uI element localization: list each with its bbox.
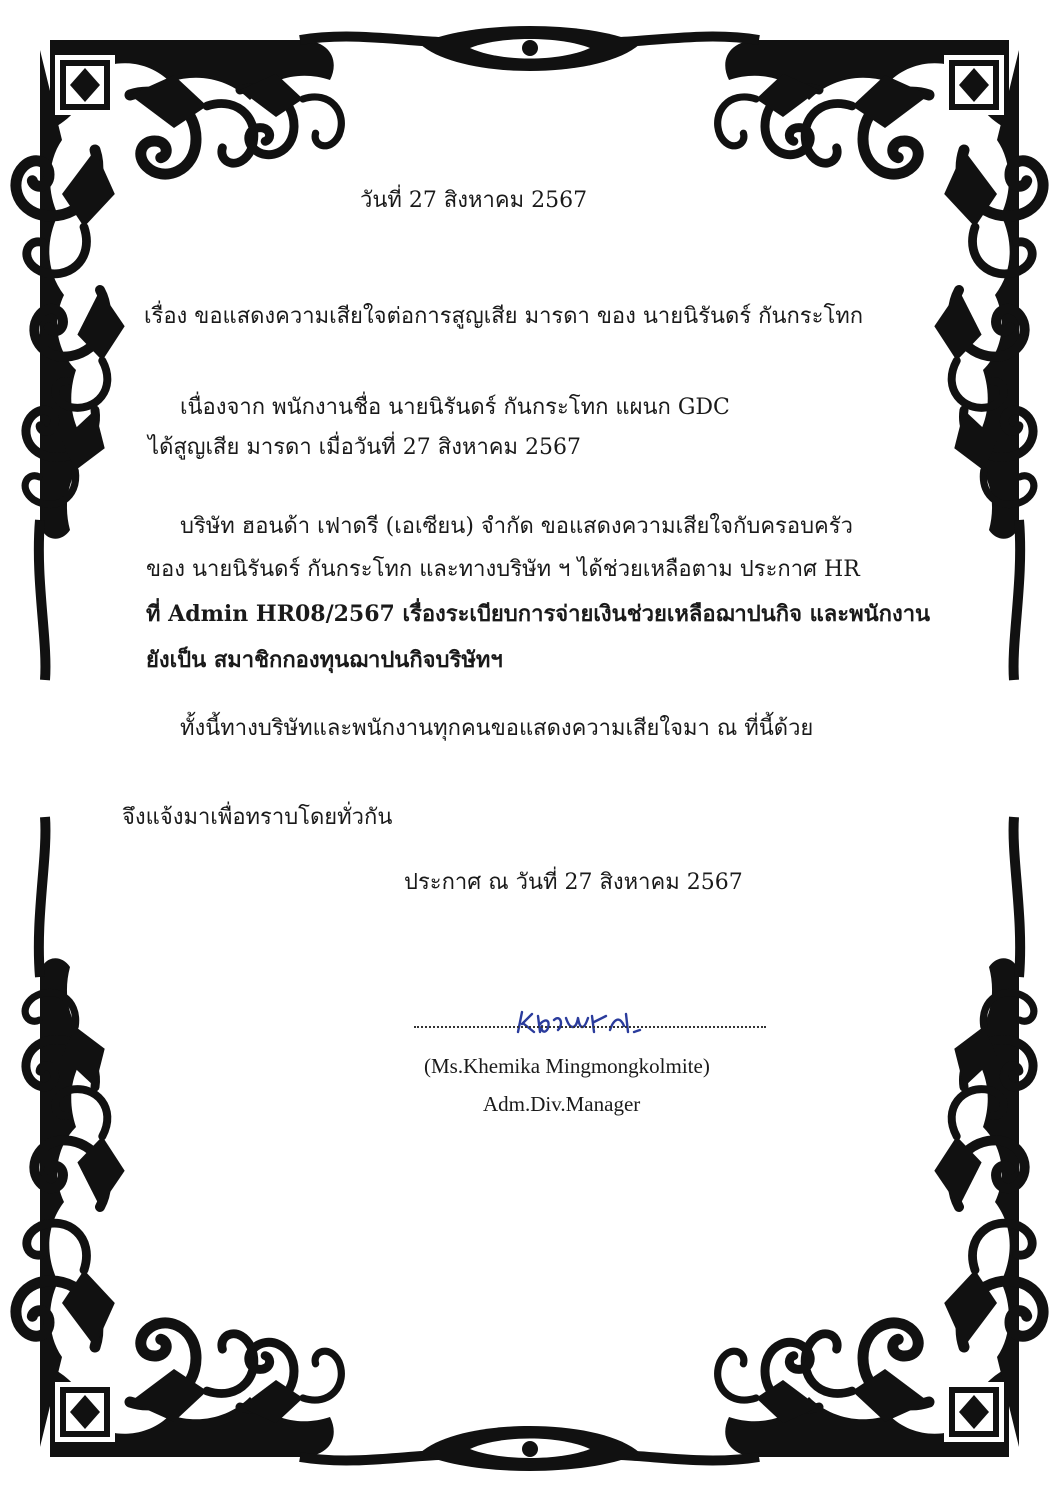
signer-name: (Ms.Khemika Mingmongkolmite) — [424, 1054, 710, 1078]
corner-ornament-top-right — [589, 37, 1045, 680]
corner-ornament-top-left — [14, 37, 470, 680]
closing-line: จึงแจ้งมาเพื่อทราบโดยทั่วกัน — [122, 805, 393, 830]
bottom-center-ornament — [420, 1426, 640, 1471]
top-center-ornament — [420, 26, 640, 71]
signature-dotted-line — [414, 1026, 766, 1028]
announcement-date: ประกาศ ณ วันที่ 27 สิงหาคม 2567 — [404, 870, 743, 895]
letter-subject: เรื่อง ขอแสดงความเสียใจต่อการสูญเสีย มารดา ของ นายนิรันดร์ กันกระโทก — [144, 304, 864, 329]
paragraph-2-line-4: ยังเป็น สมาชิกกองทุนฌาปนกิจบริษัทฯ — [146, 647, 503, 673]
paragraph-2-line-3: ที่ Admin HR08/2567 เรื่องระเบียบการจ่ายเงินช่วยเหลือฌาปนกิจ และพนักงาน — [146, 601, 931, 627]
handwritten-signature — [510, 1002, 670, 1042]
paragraph-1-line-2: ได้สูญเสีย มารดา เมื่อวันที่ 27 สิงหาคม 2567 — [148, 435, 581, 460]
paragraph-2-line-2: ของ นายนิรันดร์ กันกระโทก และทางบริษัท ฯ ได้ช่วยเหลือตาม ประกาศ HR — [146, 557, 860, 582]
paragraph-3: ทั้งนี้ทางบริษัทและพนักงานทุกคนขอแสดงความเสียใจมา ณ ที่นี้ด้วย — [180, 716, 814, 741]
corner-ornament-bottom-left — [14, 817, 470, 1460]
paragraph-1-line-1: เนื่องจาก พนักงานชื่อ นายนิรันดร์ กันกระโทก แผนก GDC — [180, 395, 730, 420]
corner-ornament-bottom-right — [589, 817, 1045, 1460]
letter-date: วันที่ 27 สิงหาคม 2567 — [360, 188, 588, 213]
paragraph-2-line-1: บริษัท ฮอนด้า เฟาดรี (เอเซียน) จำกัด ขอแสดงความเสียใจกับครอบครัว — [180, 514, 853, 539]
signer-title: Adm.Div.Manager — [483, 1092, 641, 1116]
